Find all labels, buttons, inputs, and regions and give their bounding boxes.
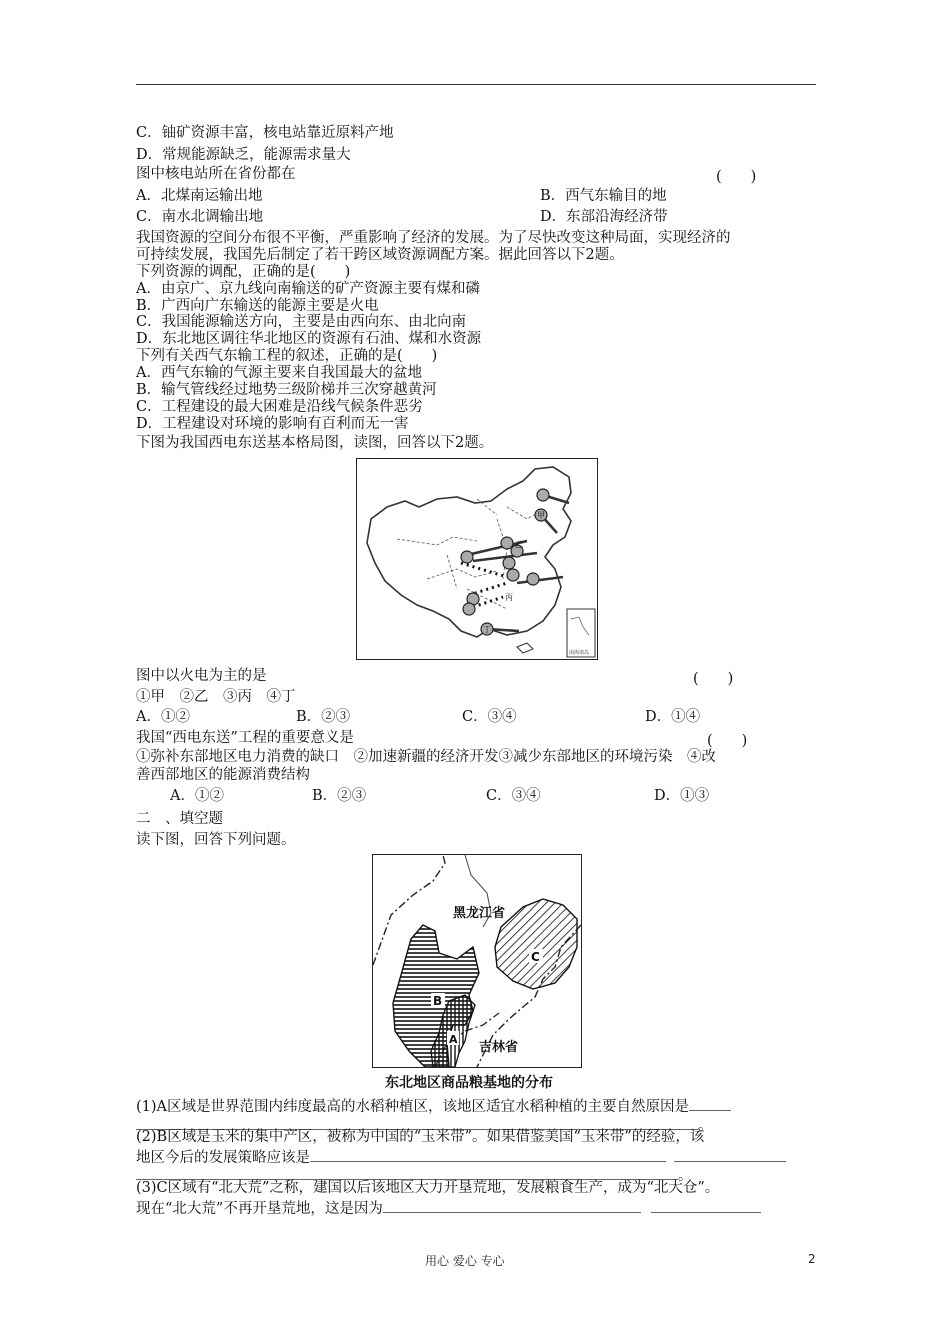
option-b: B．输气管线经过地势三级阶梯并三次穿越黄河	[136, 382, 437, 398]
option-c: C．③④	[486, 788, 541, 804]
china-map-svg	[357, 459, 597, 659]
section-heading-fill-blank: 二 、填空题	[136, 811, 223, 827]
map2-caption: 东北地区商品粮基地的分布	[385, 1075, 553, 1091]
period: 。	[678, 1168, 693, 1184]
page-number: 2	[808, 1252, 816, 1266]
question-1-text: (1)A区域是世界范围内纬度最高的水稻种植区，该地区适宜水稻种植的主要自然原因是	[136, 1099, 690, 1115]
question-3-line2	[136, 1198, 761, 1218]
inset-label: 南海诸岛	[569, 650, 590, 656]
option-c-south-water: C．南水北调输出地	[136, 209, 264, 225]
answer-paren: ( )	[693, 671, 734, 687]
map-northeast-grain	[372, 854, 582, 1068]
option-a: A．①②	[136, 709, 190, 725]
label-region-a: A	[449, 1033, 458, 1046]
question-2-text: 地区今后的发展策略应该是	[136, 1150, 310, 1166]
answer-blank[interactable]	[383, 1198, 641, 1213]
answer-blank[interactable]	[651, 1198, 761, 1213]
question-1	[136, 1096, 731, 1116]
question-3-text: 现在“北大荒”不再开垦荒地，这是因为	[136, 1201, 383, 1217]
option-a: A．西气东输的气源主要来自我国最大的盆地	[136, 365, 422, 381]
header-rule	[136, 84, 816, 85]
options-numbered: ①甲 ②乙 ③丙 ④丁	[136, 689, 296, 705]
statements-1: ①弥补东部地区电力消费的缺口 ②加速新疆的经济开发③减少东部地区的环境污染 ④改	[136, 749, 716, 765]
option-d: D．工程建设对环境的影响有百利而无一害	[136, 416, 409, 432]
label-ding: 丁	[483, 625, 491, 634]
question-3: (3)C区域有“北大荒”之称，建国以后该地区大力开垦荒地，发展粮食生产，成为“北大仓”。	[136, 1180, 720, 1196]
option-d-eastern-coast: D．东部沿海经济带	[540, 209, 668, 225]
answer-blank[interactable]	[674, 1147, 786, 1162]
option-a: A．由京广、京九线向南输送的矿产资源主要有煤和磷	[136, 281, 480, 297]
label-bing: 丙	[505, 593, 513, 602]
intro-map1: 下图为我国西电东送基本格局图，读图，回答以下2题。	[136, 435, 494, 451]
question-west-east-power: 我国“西电东送”工程的重要意义是	[136, 730, 354, 746]
period: 。	[698, 1118, 713, 1134]
option-a: A．①②	[170, 788, 224, 804]
footer-motto: 用心 爱心 专心	[425, 1254, 505, 1268]
label-jilin: 吉林省	[479, 1040, 519, 1055]
option-d: D．①④	[645, 709, 701, 725]
answer-blank[interactable]	[689, 1096, 731, 1111]
option-d-energy-demand: D．常规能源缺乏，能源需求量大	[136, 147, 351, 163]
paragraph-resources-2: 可持续发展，我国先后制定了若干跨区域资源调配方案。据此回答以下2题。	[136, 247, 624, 263]
question-west-east-gas: 下列有关西气东输工程的叙述，正确的是( )	[136, 348, 438, 364]
option-c: C．工程建设的最大困难是沿线气候条件恶劣	[136, 399, 423, 415]
question-thermal-power: 图中以火电为主的是	[136, 668, 267, 684]
answer-blank[interactable]	[136, 1165, 678, 1180]
option-b: B．广西向广东输送的能源主要是火电	[136, 298, 379, 314]
northeast-map-svg	[373, 855, 581, 1067]
option-a-north-coal: A．北煤南运输出地	[136, 188, 263, 204]
question-resource-allocation: 下列资源的调配，正确的是( )	[136, 264, 351, 280]
label-yi: 乙	[515, 540, 523, 549]
intro-map2: 读下图，回答下列问题。	[136, 832, 296, 848]
option-c: C．我国能源输送方向，主要是由西向东、由北向南	[136, 314, 467, 330]
option-d: D．东北地区调往华北地区的资源有石油、煤和水资源	[136, 331, 482, 347]
label-jia: 甲	[537, 511, 545, 520]
question-2-line2	[136, 1147, 786, 1167]
option-b-west-gas: B．西气东输目的地	[540, 188, 667, 204]
label-heilongjiang: 黑龙江省	[453, 906, 506, 921]
option-c: C．③④	[462, 709, 517, 725]
label-region-b: B	[433, 994, 443, 1008]
statements-2: 善西部地区的能源消费结构	[136, 767, 310, 783]
option-b: B．②③	[296, 709, 351, 725]
map-west-east-power	[356, 458, 598, 660]
option-d: D．①③	[654, 788, 710, 804]
label-region-c: C	[531, 950, 540, 964]
option-c-uranium: C．铀矿资源丰富，核电站靠近原料产地	[136, 125, 394, 141]
question-nuclear-provinces: 图中核电站所在省份都在	[136, 166, 296, 182]
option-b: B．②③	[312, 788, 367, 804]
question-2: (2)B区域是玉米的集中产区，被称为中国的“玉米带”。如果借鉴美国“玉米带”的经验，该	[136, 1129, 705, 1145]
paragraph-resources-1: 我国资源的空间分布很不平衡，严重影响了经济的发展。为了尽快改变这种局面，实现经济的	[136, 230, 731, 246]
answer-paren: ( )	[716, 169, 757, 185]
answer-paren: ( )	[707, 733, 748, 749]
answer-blank[interactable]	[310, 1147, 666, 1162]
